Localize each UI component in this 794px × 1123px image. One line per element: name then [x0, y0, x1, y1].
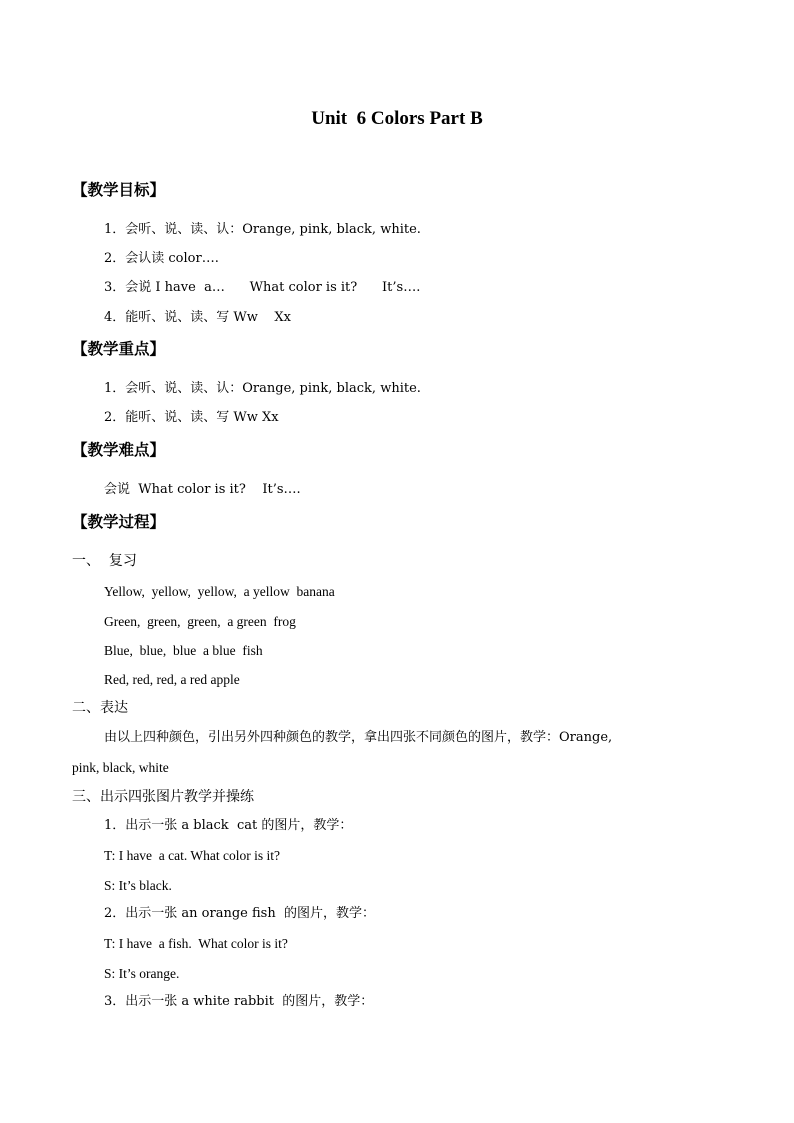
show-line: T: I have a fish. What color is it?: [104, 936, 288, 951]
show-line: 3．出示一张 a white rabbit 的图片，教学：: [104, 994, 374, 1009]
show-line: 1．出示一张 a black cat 的图片，教学：: [104, 818, 353, 833]
review-line: Red, red, red, a red apple: [104, 672, 240, 687]
review-line: Yellow, yellow, yellow, a yellow banana: [104, 584, 335, 599]
express-title: 二、表达: [72, 700, 128, 716]
goal-item: 3．会说 I have a… What color is it? It’s….: [104, 280, 421, 295]
express-line: pink, black, white: [72, 760, 169, 775]
goal-item: 4．能听、说、读、写 Ww Xx: [104, 310, 292, 325]
review-line: Green, green, green, a green frog: [104, 614, 296, 629]
section-heading-difficulties: 【教学难点】: [72, 441, 166, 459]
show-line: S: It’s orange.: [104, 966, 180, 981]
review-title: 一、 复习: [72, 553, 137, 569]
review-line: Blue, blue, blue a blue fish: [104, 643, 263, 658]
show-line: 2．出示一张 an orange fish 的图片，教学：: [104, 906, 375, 921]
difficulty-text: 会说 What color is it? It’s….: [104, 482, 301, 497]
express-line: 由以上四种颜色，引出另外四种颜色的教学，拿出四张不同颜色的图片，教学：Orange,: [104, 730, 613, 745]
show-line: S: It’s black.: [104, 878, 172, 893]
show-title: 三、出示四张图片教学并操练: [72, 789, 254, 805]
section-heading-process: 【教学过程】: [72, 513, 166, 531]
page-title: Unit 6 Colors Part B: [311, 108, 483, 129]
section-heading-goals: 【教学目标】: [72, 181, 166, 199]
show-line: T: I have a cat. What color is it?: [104, 848, 281, 863]
section-heading-key-points: 【教学重点】: [72, 340, 166, 358]
goal-item: 2．会认读 color….: [104, 251, 219, 266]
key-point-item: 1．会听、说、读、认：Orange, pink, black, white.: [104, 381, 421, 396]
key-point-item: 2．能听、说、读、写 Ww Xx: [104, 410, 279, 425]
goal-item: 1．会听、说、读、认：Orange, pink, black, white.: [104, 222, 421, 237]
